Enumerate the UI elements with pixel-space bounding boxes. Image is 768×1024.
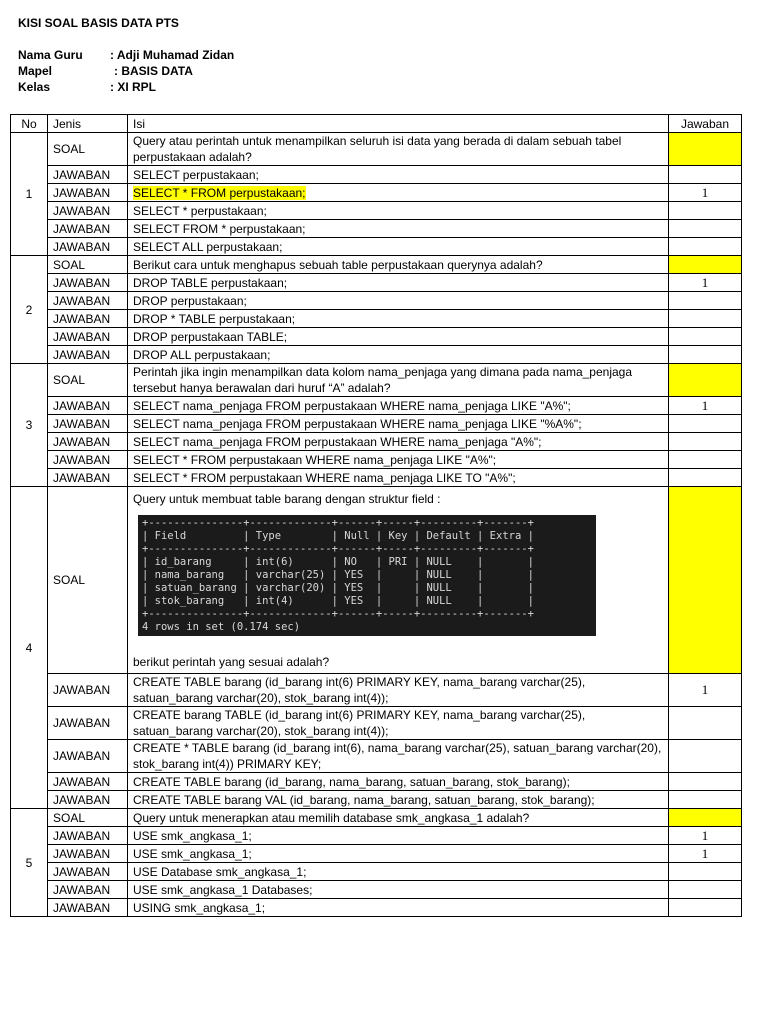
- row-type: JAWABAN: [48, 346, 128, 364]
- answer-key: [669, 220, 742, 238]
- question-text: Perintah jika ingin menampilkan data kolom nama_penjaga yang dimana pada nama_penjaga tersebut hanya berawalan dari huruf “A” adalah?: [128, 364, 669, 397]
- row-type: JAWABAN: [48, 451, 128, 469]
- meta-label: Nama Guru: [18, 48, 83, 62]
- table-row: [11, 809, 742, 827]
- answer-option: DROP * TABLE perpustakaan;: [128, 310, 669, 328]
- answer-option: SELECT FROM * perpustakaan;: [128, 220, 669, 238]
- meta-value: : XI RPL: [110, 80, 157, 94]
- row-type: JAWABAN: [48, 238, 128, 256]
- header-jenis: Jenis: [48, 115, 128, 133]
- row-type: JAWABAN: [48, 707, 128, 740]
- row-type: JAWABAN: [48, 274, 128, 292]
- highlighted-answer: SELECT * FROM perpustakaan;: [133, 185, 306, 200]
- answer-option: USING smk_angkasa_1;: [128, 899, 669, 917]
- table-row: [11, 899, 742, 917]
- answer-option: USE smk_angkasa_1 Databases;: [128, 881, 669, 899]
- answer-option: USE Database smk_angkasa_1;: [128, 863, 669, 881]
- row-type: JAWABAN: [48, 310, 128, 328]
- row-type: JAWABAN: [48, 184, 128, 202]
- answer-option: CREATE * TABLE barang (id_barang int(6), nama_barang varchar(25), satuan_barang varchar(20), stok_barang int(4)) PRIMARY KEY;: [128, 740, 669, 773]
- table-row: [11, 469, 742, 487]
- answer-option: USE smk_angkasa_1;: [128, 827, 669, 845]
- row-type: JAWABAN: [48, 791, 128, 809]
- answer-option: SELECT nama_penjaga FROM perpustakaan WHERE nama_penjaga LIKE "A%";: [128, 397, 669, 415]
- question-number: 1: [11, 133, 48, 256]
- table-row: [11, 346, 742, 364]
- row-type: JAWABAN: [48, 674, 128, 707]
- answer-key: [669, 433, 742, 451]
- answer-key: 1: [669, 184, 742, 202]
- table-row: [11, 202, 742, 220]
- meta-value: : Adji Muhamad Zidan: [110, 48, 235, 62]
- question-intro: Query untuk membuat table barang dengan struktur field :: [133, 491, 441, 506]
- answer-cell: [669, 809, 742, 827]
- row-type: JAWABAN: [48, 827, 128, 845]
- answer-key: [669, 899, 742, 917]
- answer-key: [669, 238, 742, 256]
- table-row: [11, 674, 742, 707]
- question-number: 5: [11, 809, 48, 917]
- answer-option: CREATE TABLE barang (id_barang, nama_barang, satuan_barang, stok_barang);: [128, 773, 669, 791]
- meta-label: Kelas: [18, 80, 51, 94]
- answer-key: [669, 881, 742, 899]
- answer-key: [669, 310, 742, 328]
- table-header-row: [11, 115, 742, 133]
- row-type: JAWABAN: [48, 397, 128, 415]
- table-row: [11, 773, 742, 791]
- question-number: 3: [11, 364, 48, 487]
- question-prompt: berikut perintah yang sesuai adalah?: [133, 654, 330, 669]
- meta-label: Mapel: [18, 64, 53, 78]
- table-row: [11, 274, 742, 292]
- answer-key: 1: [669, 845, 742, 863]
- answer-key: [669, 292, 742, 310]
- row-type: JAWABAN: [48, 415, 128, 433]
- table-row: [11, 256, 742, 274]
- answer-cell: [669, 133, 742, 166]
- table-row: [11, 740, 742, 773]
- table-row: [11, 220, 742, 238]
- header-no: No: [11, 115, 48, 133]
- meta-row-kelas: [18, 80, 156, 94]
- row-type: JAWABAN: [48, 899, 128, 917]
- table-row: [11, 364, 742, 397]
- answer-key: [669, 707, 742, 740]
- row-type: JAWABAN: [48, 863, 128, 881]
- row-type: SOAL: [48, 809, 128, 827]
- meta-row-mapel: [18, 64, 193, 78]
- table-row: [11, 451, 742, 469]
- answer-option: SELECT perpustakaan;: [128, 166, 669, 184]
- meta-value: : BASIS DATA: [114, 64, 193, 78]
- answer-option: DROP TABLE perpustakaan;: [128, 274, 669, 292]
- answer-option: CREATE TABLE barang VAL (id_barang, nama_barang, satuan_barang, stok_barang);: [128, 791, 669, 809]
- answer-cell: [669, 256, 742, 274]
- row-type: JAWABAN: [48, 740, 128, 773]
- row-type: SOAL: [48, 364, 128, 397]
- question-table: [10, 114, 742, 917]
- document-title: KISI SOAL BASIS DATA PTS: [18, 16, 179, 30]
- answer-key: [669, 451, 742, 469]
- question-text: Berikut cara untuk menghapus sebuah table perpustakaan querynya adalah?: [128, 256, 669, 274]
- question-text: [128, 487, 669, 674]
- answer-option: SELECT ALL perpustakaan;: [128, 238, 669, 256]
- row-type: JAWABAN: [48, 773, 128, 791]
- question-number: 2: [11, 256, 48, 364]
- table-row: [11, 881, 742, 899]
- row-type: SOAL: [48, 133, 128, 166]
- row-type: JAWABAN: [48, 433, 128, 451]
- answer-option: SELECT * FROM perpustakaan WHERE nama_penjaga LIKE "A%";: [128, 451, 669, 469]
- answer-cell: [669, 487, 742, 674]
- table-row: [11, 433, 742, 451]
- table-row: [11, 845, 742, 863]
- answer-key: [669, 863, 742, 881]
- table-row: [11, 863, 742, 881]
- answer-key: [669, 740, 742, 773]
- answer-option: USE smk_angkasa_1;: [128, 845, 669, 863]
- row-type: JAWABAN: [48, 292, 128, 310]
- header-isi: Isi: [128, 115, 669, 133]
- table-row: [11, 166, 742, 184]
- answer-key: [669, 415, 742, 433]
- table-row: [11, 292, 742, 310]
- question-text: Query atau perintah untuk menampilkan seluruh isi data yang berada di dalam sebuah tabel perpustakaan adalah?: [128, 133, 669, 166]
- table-row: [11, 133, 742, 166]
- answer-key: [669, 346, 742, 364]
- answer-key: [669, 791, 742, 809]
- table-row: [11, 328, 742, 346]
- answer-option: CREATE TABLE barang (id_barang int(6) PRIMARY KEY, nama_barang varchar(25), satuan_barang varchar(20), stok_barang int(4));: [128, 674, 669, 707]
- answer-key: 1: [669, 274, 742, 292]
- row-type: JAWABAN: [48, 845, 128, 863]
- answer-option: DROP perpustakaan TABLE;: [128, 328, 669, 346]
- answer-option: SELECT * perpustakaan;: [128, 202, 669, 220]
- row-type: JAWABAN: [48, 166, 128, 184]
- table-row: [11, 707, 742, 740]
- row-type: JAWABAN: [48, 469, 128, 487]
- table-row: [11, 184, 742, 202]
- answer-option: SELECT * FROM perpustakaan WHERE nama_penjaga LIKE TO "A%";: [128, 469, 669, 487]
- table-row: [11, 791, 742, 809]
- answer-option: CREATE barang TABLE (id_barang int(6) PRIMARY KEY, nama_barang varchar(25), satuan_barang varchar(20), stok_barang int(4));: [128, 707, 669, 740]
- table-row: [11, 827, 742, 845]
- table-row: [11, 487, 742, 674]
- answer-option: DROP ALL perpustakaan;: [128, 346, 669, 364]
- row-type: JAWABAN: [48, 202, 128, 220]
- table-row: [11, 397, 742, 415]
- question-text: Query untuk menerapkan atau memilih database smk_angkasa_1 adalah?: [128, 809, 669, 827]
- answer-key: [669, 469, 742, 487]
- header-jawaban: Jawaban: [669, 115, 742, 133]
- answer-key: 1: [669, 827, 742, 845]
- answer-key: [669, 166, 742, 184]
- row-type: JAWABAN: [48, 220, 128, 238]
- answer-cell: [669, 364, 742, 397]
- answer-option: SELECT nama_penjaga FROM perpustakaan WHERE nama_penjaga "A%";: [128, 433, 669, 451]
- terminal-screenshot: +---------------+-------------+------+-----+---------+-------+ | Field | Type | Null | Key | Default | Extra | +---------------+-------------+------+-----+---------+-------+ | id_barang | int(6) | NO | PRI | NULL | | | nama_barang | varchar(25) | YES | | NULL | | | satuan_barang | varchar(20) | YES | | NULL | | | stok_barang | int(4) | YES | | NULL | | +---------------+-------------+------+-----+---------+-------+ 4 rows in set (0.174 sec): [138, 515, 596, 636]
- row-type: SOAL: [48, 256, 128, 274]
- row-type: JAWABAN: [48, 881, 128, 899]
- answer-key: [669, 773, 742, 791]
- meta-row-guru: [18, 48, 234, 62]
- table-row: [11, 238, 742, 256]
- answer-option: SELECT nama_penjaga FROM perpustakaan WHERE nama_penjaga LIKE "%A%";: [128, 415, 669, 433]
- row-type: JAWABAN: [48, 328, 128, 346]
- answer-option: DROP perpustakaan;: [128, 292, 669, 310]
- answer-key: 1: [669, 397, 742, 415]
- answer-key: 1: [669, 674, 742, 707]
- answer-option: [128, 184, 669, 202]
- table-row: [11, 310, 742, 328]
- question-number: 4: [11, 487, 48, 809]
- table-row: [11, 415, 742, 433]
- row-type: SOAL: [48, 487, 128, 674]
- answer-key: [669, 328, 742, 346]
- answer-key: [669, 202, 742, 220]
